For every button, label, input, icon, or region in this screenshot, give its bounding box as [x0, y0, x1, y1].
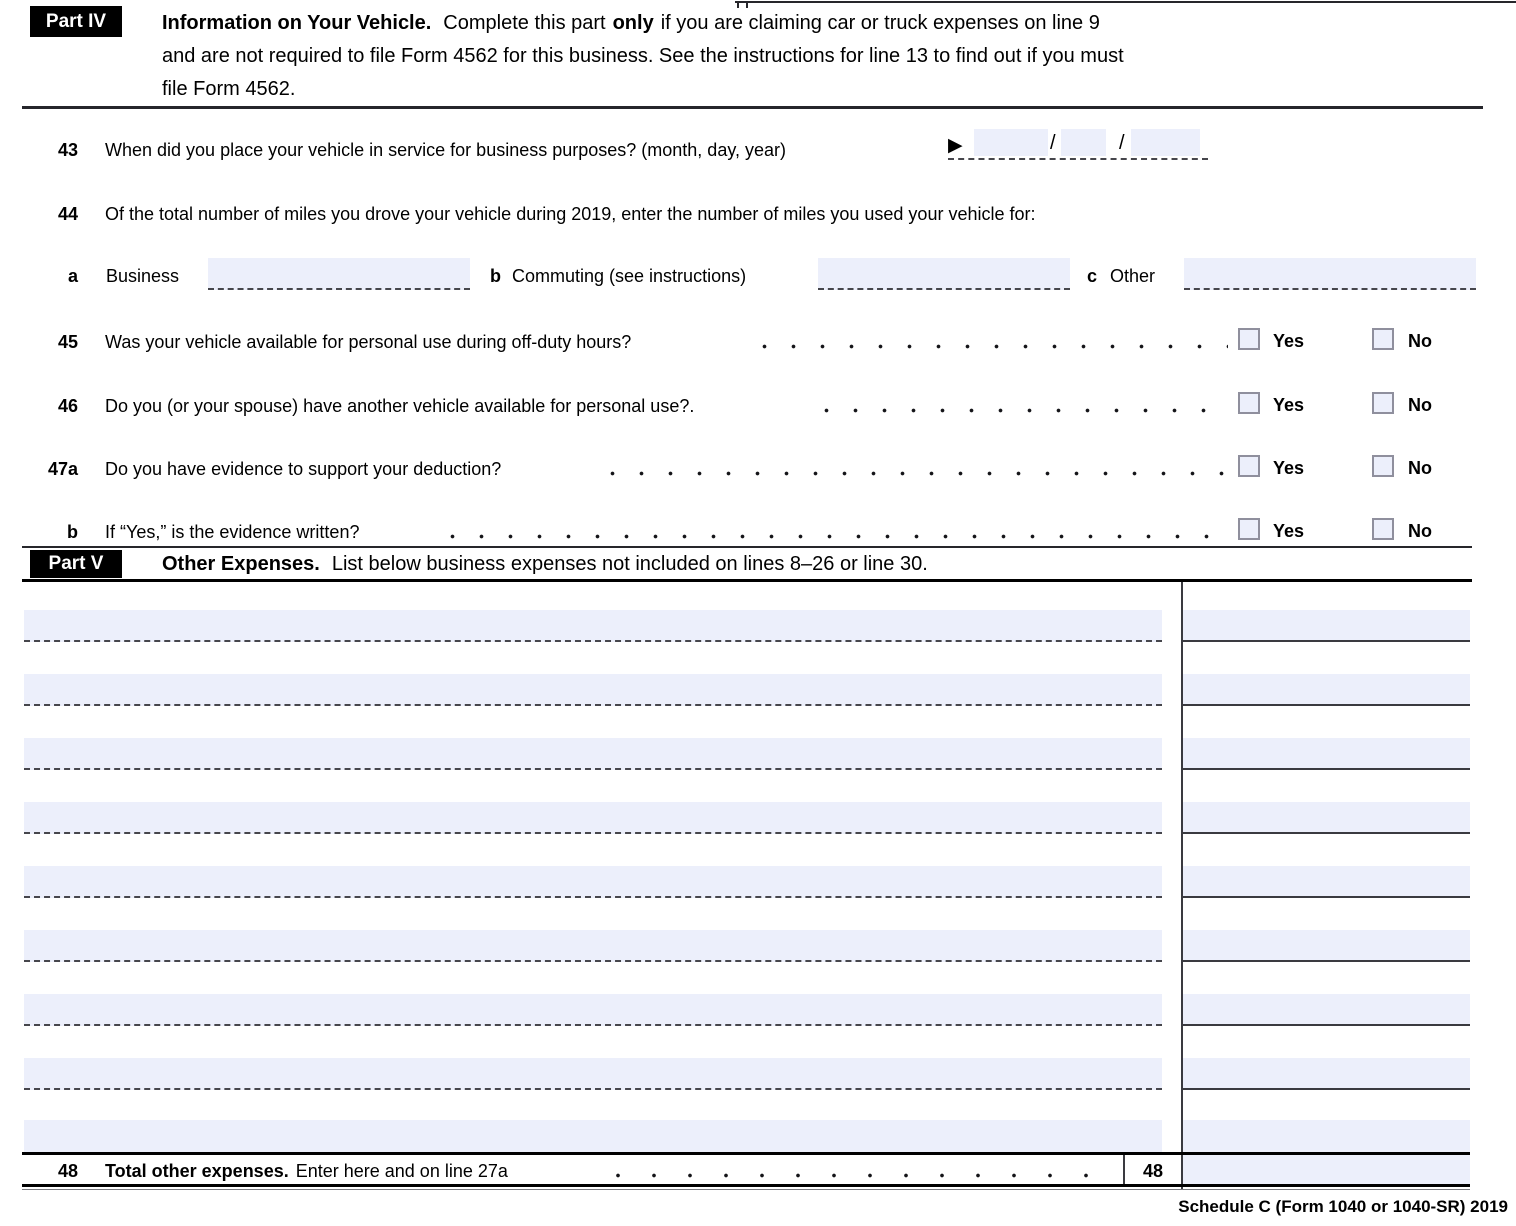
line46-no-label: No: [1408, 395, 1432, 415]
line48-text: [105, 1160, 508, 1182]
line44-text: Of the total number of miles you drove your vehicle during 2019, enter the number of miles you used your vehicle for:: [105, 204, 1036, 224]
line48-label-bold: Total other expenses.: [105, 1161, 289, 1181]
expense-description-input-5[interactable]: [24, 866, 1162, 898]
expense-amount-input-4[interactable]: [1183, 802, 1470, 834]
part5-header-rule: [22, 579, 1472, 582]
line47a-yes-label: Yes: [1273, 458, 1305, 478]
commuting-miles-input[interactable]: [818, 258, 1070, 290]
arrow-right-icon: ▶: [948, 135, 963, 156]
expense-amount-input-3[interactable]: [1183, 738, 1470, 770]
expense-amount-input-9[interactable]: [1183, 1120, 1470, 1152]
line45-dot-leader: [750, 331, 1228, 349]
part5-label: Part V: [48, 553, 104, 574]
expense-amount-input-2[interactable]: [1183, 674, 1470, 706]
expense-description-input-6[interactable]: [24, 930, 1162, 962]
line48-bottom-rule-thin: [22, 1189, 1470, 1190]
expense-amount-input-8[interactable]: [1183, 1058, 1470, 1090]
expense-description-input-8[interactable]: [24, 1058, 1162, 1090]
vehicle-service-year-input[interactable]: [1131, 129, 1200, 156]
expense-description-input-2[interactable]: [24, 674, 1162, 706]
expense-description-input-4[interactable]: [24, 802, 1162, 834]
line43-text: When did you place your vehicle in service for business purposes? (month, day, year): [105, 140, 787, 160]
line45-no-checkbox[interactable]: [1372, 328, 1394, 350]
top-cut-tick-left: [737, 1, 739, 8]
line45-number: 45: [57, 332, 78, 352]
line48-bottom-rule: [22, 1184, 1470, 1187]
vehicle-service-month-input[interactable]: [974, 129, 1048, 156]
part4-heading-line1: [162, 10, 1100, 36]
line43-number: 43: [57, 140, 78, 160]
part5-heading: [162, 551, 928, 577]
part5-title: Other Expenses.: [162, 553, 320, 575]
line46-text: Do you (or your spouse) have another vehicle available for personal use?.: [105, 396, 695, 416]
part4-intro-post: if you are claiming car or truck expenses on line 9: [660, 12, 1100, 34]
expense-amount-input-7[interactable]: [1183, 994, 1470, 1026]
top-cut-tick-right: [746, 1, 748, 8]
line48-dot-leader: [600, 1160, 1105, 1178]
line46-yes-label: Yes: [1273, 395, 1305, 415]
expense-description-input-3[interactable]: [24, 738, 1162, 770]
line44c-letter: c: [1087, 266, 1098, 286]
line45-text: Was your vehicle available for personal use during off-duty hours?: [105, 332, 632, 352]
other-miles-input[interactable]: [1184, 258, 1476, 290]
line46-no-checkbox[interactable]: [1372, 392, 1394, 414]
line47a-dot-leader: [598, 458, 1228, 476]
line47b-yes-label: Yes: [1273, 521, 1305, 541]
expense-description-input-1[interactable]: [24, 610, 1162, 642]
line47a-yes-checkbox[interactable]: [1238, 455, 1260, 477]
line44a-label: Business: [106, 266, 180, 286]
line47a-text: Do you have evidence to support your deduction?: [105, 459, 502, 479]
footer-form-id: Schedule C (Form 1040 or 1040-SR) 2019: [1178, 1197, 1508, 1216]
line47b-yes-checkbox[interactable]: [1238, 518, 1260, 540]
line48-box-label: 48: [1142, 1161, 1164, 1181]
line44b-letter: b: [490, 266, 501, 286]
date-separator-1: /: [1050, 132, 1056, 154]
line46-dot-leader: [812, 395, 1228, 413]
part4-label-box: [30, 6, 122, 37]
line48-label-rest: Enter here and on line 27a: [295, 1161, 508, 1181]
line44a-letter: a: [67, 266, 78, 286]
line48-number: 48: [57, 1161, 78, 1181]
part5-subtitle: List below business expenses not included on lines 8–26 or line 30.: [331, 553, 928, 575]
line44b-label: Commuting (see instructions): [512, 266, 747, 286]
part4-title: Information on Your Vehicle.: [162, 12, 432, 34]
line44-number: 44: [57, 204, 78, 224]
line47a-no-label: No: [1408, 458, 1432, 478]
part4-intro-bold: only: [612, 12, 654, 34]
line47a-no-checkbox[interactable]: [1372, 455, 1394, 477]
line47b-no-label: No: [1408, 521, 1432, 541]
part4-intro-pre: Complete this part: [443, 12, 606, 34]
expense-amount-input-5[interactable]: [1183, 866, 1470, 898]
part4-label: Part IV: [45, 10, 107, 32]
vehicle-service-day-input[interactable]: [1061, 129, 1106, 156]
part5-label-box: [30, 550, 122, 578]
line45-yes-checkbox[interactable]: [1238, 328, 1260, 350]
total-other-expenses-input[interactable]: [1183, 1155, 1470, 1184]
line45-yes-label: Yes: [1273, 331, 1305, 351]
top-cut-rule: [735, 1, 1516, 3]
line46-number: 46: [57, 396, 78, 416]
expense-description-input-9[interactable]: [24, 1120, 1162, 1152]
part5-top-rule: [22, 546, 1472, 548]
line47b-text: If “Yes,” is the evidence written?: [105, 522, 360, 542]
date-separator-2: /: [1119, 132, 1125, 154]
expense-description-input-7[interactable]: [24, 994, 1162, 1026]
part4-heading-line2: and are not required to file Form 4562 for this business. See the instructions for line 13 to find out if you must: [162, 45, 1124, 67]
expense-amount-input-1[interactable]: [1183, 610, 1470, 642]
line47b-dot-leader: [438, 521, 1228, 539]
part4-heading-line3: file Form 4562.: [162, 78, 296, 100]
line47a-number: 47a: [47, 459, 78, 479]
part4-header-rule: [22, 106, 1483, 109]
line46-yes-checkbox[interactable]: [1238, 392, 1260, 414]
line45-no-label: No: [1408, 331, 1432, 351]
business-miles-input[interactable]: [208, 258, 470, 290]
expense-amount-input-6[interactable]: [1183, 930, 1470, 962]
line47b-no-checkbox[interactable]: [1372, 518, 1394, 540]
line44c-label: Other: [1110, 266, 1156, 286]
line47b-number: b: [67, 522, 78, 542]
